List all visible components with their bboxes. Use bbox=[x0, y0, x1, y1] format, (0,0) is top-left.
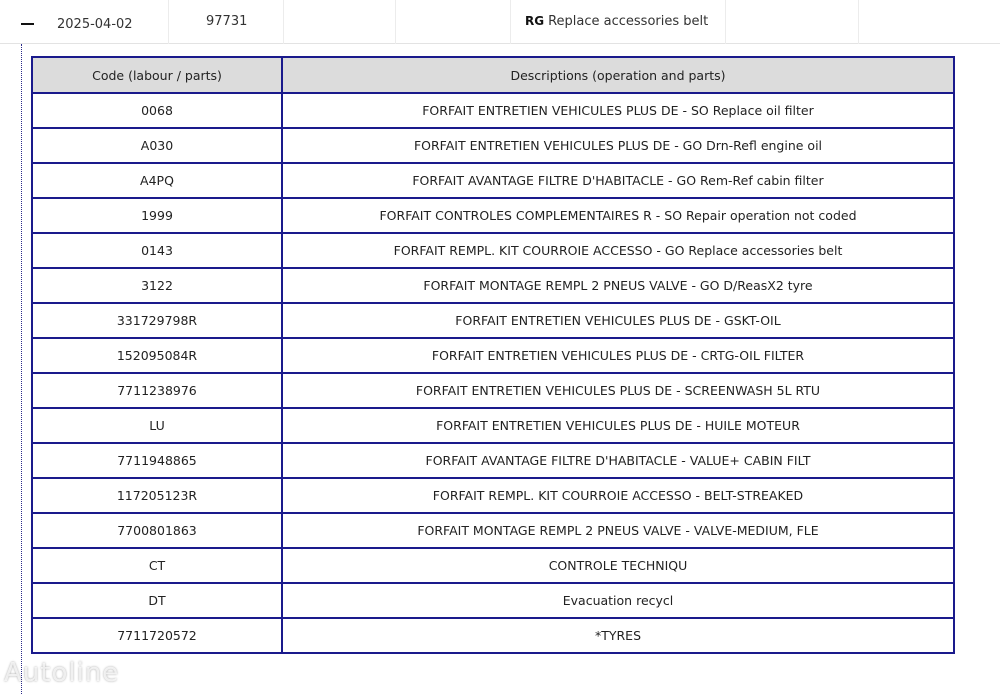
description-cell: *TYRES bbox=[282, 618, 954, 653]
header-divider bbox=[395, 0, 396, 44]
description-cell: FORFAIT AVANTAGE FILTRE D'HABITACLE - GO Rem-Ref cabin filter bbox=[282, 163, 954, 198]
description-cell: Evacuation recycl bbox=[282, 583, 954, 618]
description-cell: FORFAIT AVANTAGE FILTRE D'HABITACLE - VALUE+ CABIN FILT bbox=[282, 443, 954, 478]
header-divider bbox=[510, 0, 511, 44]
table-row bbox=[32, 303, 954, 338]
header-divider bbox=[283, 0, 284, 44]
description-cell: FORFAIT MONTAGE REMPL 2 PNEUS VALVE - GO D/ReasX2 tyre bbox=[282, 268, 954, 303]
code-cell: 152095084R bbox=[32, 338, 282, 373]
description-cell: FORFAIT REMPL. KIT COURROIE ACCESSO - BELT-STREAKED bbox=[282, 478, 954, 513]
entry-description bbox=[525, 14, 708, 29]
table-row bbox=[32, 373, 954, 408]
table-body bbox=[32, 93, 954, 653]
column-header-code: Code (labour / parts) bbox=[32, 57, 282, 93]
code-cell: 117205123R bbox=[32, 478, 282, 513]
entry-date: 2025-04-02 bbox=[57, 17, 133, 32]
code-cell: 7711238976 bbox=[32, 373, 282, 408]
code-cell: A4PQ bbox=[32, 163, 282, 198]
table-row bbox=[32, 443, 954, 478]
code-cell: A030 bbox=[32, 128, 282, 163]
code-cell: 7711720572 bbox=[32, 618, 282, 653]
description-cell: FORFAIT REMPL. KIT COURROIE ACCESSO - GO Replace accessories belt bbox=[282, 233, 954, 268]
description-cell: FORFAIT ENTRETIEN VEHICULES PLUS DE - SO Replace oil filter bbox=[282, 93, 954, 128]
code-cell: 0143 bbox=[32, 233, 282, 268]
code-cell: 0068 bbox=[32, 93, 282, 128]
table-header-row bbox=[32, 57, 954, 93]
table-row bbox=[32, 163, 954, 198]
table-row bbox=[32, 548, 954, 583]
table-row bbox=[32, 93, 954, 128]
code-cell: 7711948865 bbox=[32, 443, 282, 478]
table-row bbox=[32, 513, 954, 548]
code-cell: DT bbox=[32, 583, 282, 618]
column-header-description: Descriptions (operation and parts) bbox=[282, 57, 954, 93]
table-row bbox=[32, 338, 954, 373]
table-row bbox=[32, 408, 954, 443]
code-cell: 1999 bbox=[32, 198, 282, 233]
table-row bbox=[32, 233, 954, 268]
tree-connector-line bbox=[21, 44, 22, 694]
header-divider bbox=[168, 0, 169, 44]
table-row bbox=[32, 198, 954, 233]
description-cell: FORFAIT CONTROLES COMPLEMENTAIRES R - SO Repair operation not coded bbox=[282, 198, 954, 233]
entry-mileage: 97731 bbox=[206, 14, 248, 29]
table-row bbox=[32, 618, 954, 653]
entry-description-text: Replace accessories belt bbox=[548, 14, 709, 29]
code-cell: 3122 bbox=[32, 268, 282, 303]
code-cell: 7700801863 bbox=[32, 513, 282, 548]
operations-table bbox=[31, 56, 955, 654]
header-divider bbox=[725, 0, 726, 44]
table-row bbox=[32, 128, 954, 163]
description-cell: FORFAIT MONTAGE REMPL 2 PNEUS VALVE - VALVE-MEDIUM, FLE bbox=[282, 513, 954, 548]
description-cell: FORFAIT ENTRETIEN VEHICULES PLUS DE - GO Drn-Refl engine oil bbox=[282, 128, 954, 163]
table-row bbox=[32, 478, 954, 513]
table-row bbox=[32, 268, 954, 303]
code-cell: 331729798R bbox=[32, 303, 282, 338]
table-row bbox=[32, 583, 954, 618]
description-cell: FORFAIT ENTRETIEN VEHICULES PLUS DE - GSKT-OIL bbox=[282, 303, 954, 338]
header-divider bbox=[858, 0, 859, 44]
description-cell: FORFAIT ENTRETIEN VEHICULES PLUS DE - CRTG-OIL FILTER bbox=[282, 338, 954, 373]
watermark-logo: Autoline bbox=[4, 658, 120, 688]
code-cell: LU bbox=[32, 408, 282, 443]
description-cell: FORFAIT ENTRETIEN VEHICULES PLUS DE - HUILE MOTEUR bbox=[282, 408, 954, 443]
operation-badge: RG bbox=[525, 14, 545, 28]
code-cell: CT bbox=[32, 548, 282, 583]
description-cell: FORFAIT ENTRETIEN VEHICULES PLUS DE - SCREENWASH 5L RTU bbox=[282, 373, 954, 408]
description-cell: CONTROLE TECHNIQU bbox=[282, 548, 954, 583]
collapse-icon[interactable] bbox=[14, 14, 40, 34]
service-entry-header[interactable] bbox=[0, 0, 1000, 44]
